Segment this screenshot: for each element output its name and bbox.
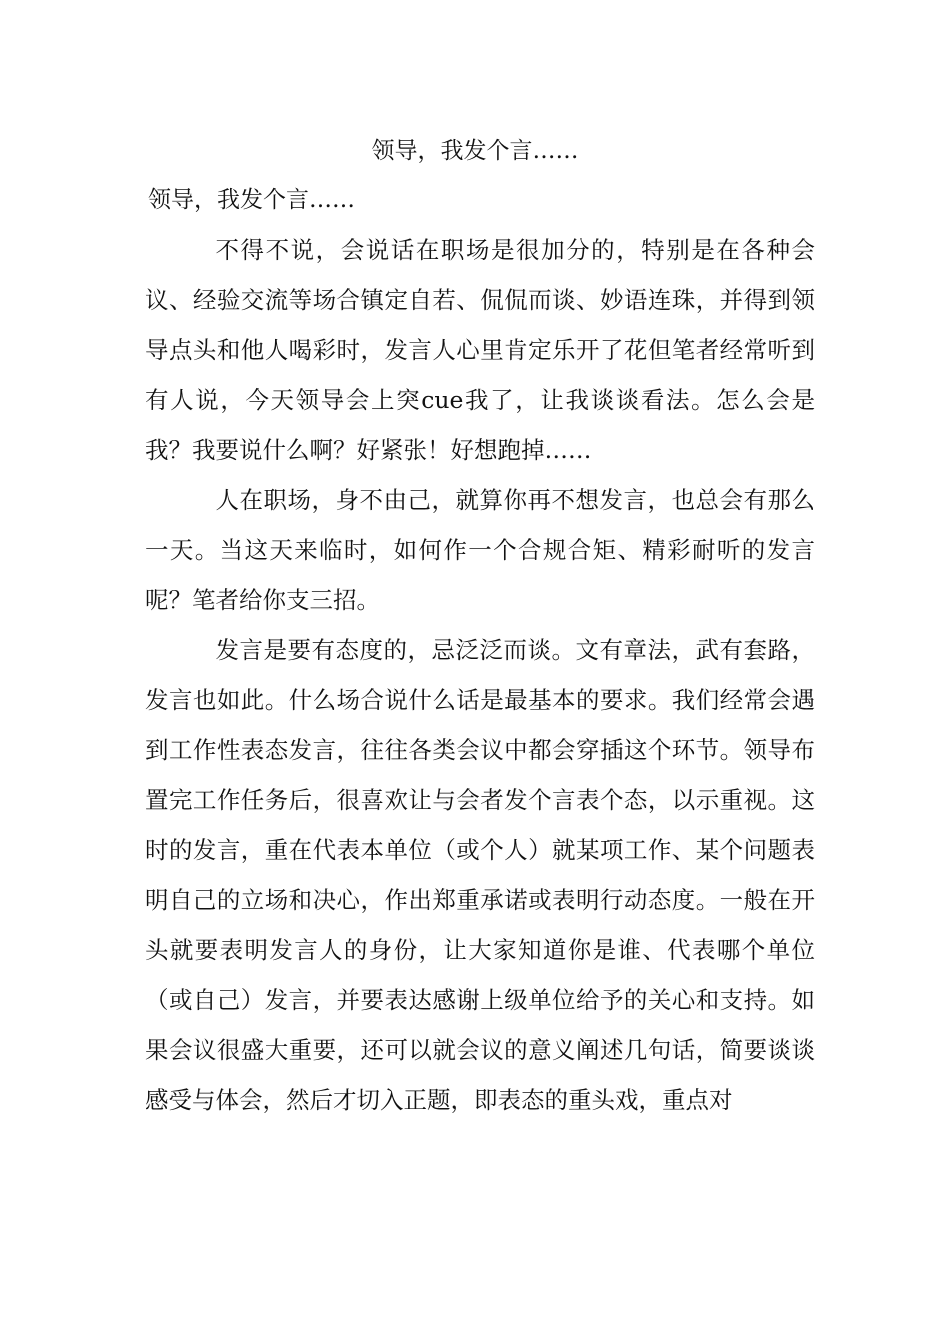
- document-title: 领导，我发个言……: [371, 138, 579, 164]
- paragraph-tip-one: 发言是要有态度的，忌泛泛而谈。文有章法，武有套路，发言也如此。什么场合说什么话是最基本的要求。我们经常会遇到工作性表态发言，往往各类会议中都会穿插这个环节。领导布置完工作任务后，很喜欢让与会者发个言表个态，以示重视。这时的发言，重在代表本单位（或个人）就某项工作、某个问题表明自己的立场和决心，作出郑重承诺或表明行动态度。一般在开头就要表明发言人的身份，让大家知道你是谁、代表哪个单位（或自己）发言，并要表达感谢上级单位给予的关心和支持。如果会议很盛大重要，还可以就会议的意义阐述几句话，简要谈谈感受与体会，然后才切入正题，即表态的重头戏，重点对: [145, 636, 815, 1114]
- paragraph-setup: 人在职场，身不由己，就算你再不想发言，也总会有那么一天。当这天来临时，如何作一个合规合矩、精彩耐听的发言呢？笔者给你支三招。: [145, 486, 815, 614]
- paragraph-intro: 不得不说，会说话在职场是很加分的，特别是在各种会议、经验交流等场合镇定自若、侃侃而谈、妙语连珠，并得到领导点头和他人喝彩时，发言人心里肯定乐开了花但笔者经常听到有人说，今天领导会上突cue我了，让我谈谈看法。怎么会是我？我要说什么啊？好紧张！好想跑掉……: [145, 236, 815, 464]
- document-body: [145, 225, 815, 1125]
- document-subtitle: 领导，我发个言……: [148, 187, 355, 213]
